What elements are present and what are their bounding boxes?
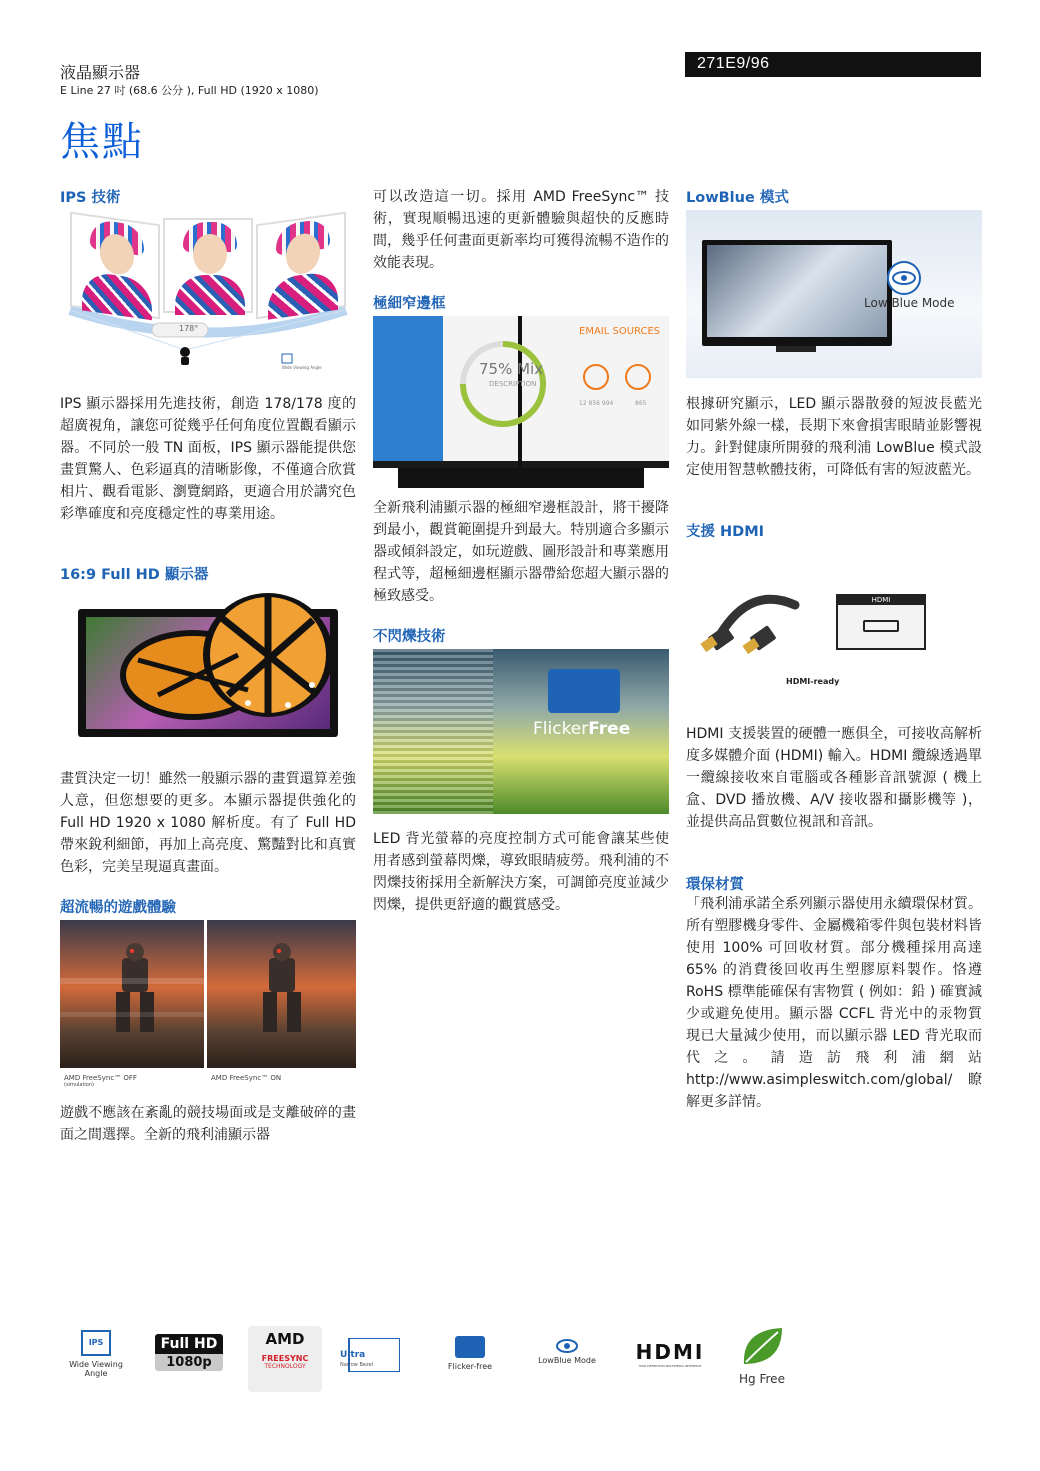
heading-hdmi: 支援 HDMI [686, 524, 765, 540]
hdmi-body: HDMI 支援裝置的硬體一應俱全，可接收高解析度多媒體介面 (HDMI) 輸入。HDMI 纜線透過單一纜線接收來自電腦或各種影音訊號源 ( 機上盒、DVD 播放機、A/V 接收器和攝影機等 )，並提供高品質數位視訊和音訊。 [686, 726, 982, 830]
email-sources-title: EMAIL SOURCES [579, 326, 661, 337]
hdmi-port-slot [863, 620, 899, 632]
hdmi-port-label: HDMI [838, 596, 924, 605]
flicker-illustration [373, 649, 669, 814]
logo-free: Free [588, 719, 631, 739]
angle-label: 178° [179, 324, 199, 333]
ips-panel-center [163, 218, 253, 313]
bezel-body: 全新飛利浦顯示器的極細窄邊框設計，將干擾降到最小，觀賞範圍提升到最大。特別適合多顯示器或傾斜設定，如玩遊戲、圖形設計和專業應用程式等，超極細邊框顯示器帶給您超大顯示器的極致感受。 [373, 500, 669, 604]
user-icon [583, 364, 609, 390]
hdmi-port-image [836, 594, 926, 650]
game-image-freesync-off [60, 920, 204, 1068]
heading-bezel: 極細窄邊框 [373, 296, 446, 312]
mail-icon [625, 364, 651, 390]
hg-free-icon: Hg Free [732, 1324, 792, 1386]
ips-feature-icon: IPS Wide Viewing Angle [66, 1330, 126, 1378]
heading-flicker: 不閃爍技術 [373, 629, 446, 645]
caption-freesync-off: AMD FreeSync™ OFF [64, 1074, 137, 1082]
flicker-free-icon: Flicker-free [440, 1336, 500, 1371]
gauge-label: DESCRIPTION [489, 380, 537, 388]
ips-icon-label: Wide Viewing Angle [69, 1360, 123, 1378]
heading-fullhd: 16:9 Full HD 顯示器 [60, 567, 209, 583]
caption-simulation: (simulation) [64, 1082, 94, 1088]
fullhd-illustration [78, 585, 338, 740]
fullhd-body: 畫質決定一切！雖然一般顯示器的畫質還算差強人意，但您想要的更多。本顯示器提供強化的 Full HD 1920 x 1080 解析度。有了 Full HD 帶來銳利細節，再加上高亮度、驚豔對比和真實色彩，完美呈現逼真畫面。 [60, 771, 356, 875]
lowblue-body: 根據研究顯示，LED 顯示器散發的短波長藍光如同紫外線一樣，長期下來會損害眼睛並影響視力。針對健康所開發的飛利浦 LowBlue 模式設定使用智慧軟體技術，可降低有害的短波藍光。 [686, 396, 982, 478]
lowblue-monitor [702, 240, 892, 346]
lowblue-screen [707, 245, 887, 337]
screen-left-sidebar [373, 316, 443, 461]
ultra-narrow-bezel-icon: Ultra Narrow Bezel [338, 1332, 408, 1380]
ips-body: IPS 顯示器採用先進技術，創造 178/178 度的超廣視角，讓您可從幾乎任何角度位置觀看顯示器。不同於一般 TN 面板，IPS 顯示器能提供您畫質驚人、色彩逼真的清晰影像，不僅適合欣賞相片、觀看電影、瀏覽網路，更適合用於講究色彩準確度和亮度穩定性的專業用途。 [60, 396, 356, 522]
lowblue-mode-icon: LowBlue Mode [534, 1338, 600, 1365]
feature-icon-strip [60, 1322, 980, 1402]
amd-freesync-icon: AMD FREESYNC TECHNOLOGY [248, 1326, 322, 1392]
page-title: 焦點 [60, 119, 144, 165]
monitor-stand [398, 468, 644, 488]
flicker-free-logo-icon [548, 669, 620, 713]
caption-freesync-on: AMD FreeSync™ ON [211, 1074, 282, 1082]
lowblue-illustration [686, 210, 982, 378]
wide-viewing-caption: Wide Viewing Angle [282, 365, 322, 370]
product-type: 液晶顯示器 [60, 63, 141, 82]
flicker-body: LED 背光螢幕的亮度控制方式可能會讓某些使用者感到螢幕閃爍，導致眼睛疲勞。飛利浦的不閃爍技術採用全新解決方案，可調節亮度並減少閃爍，提供更舒適的觀賞感受。 [373, 831, 669, 913]
logo-flicker: Flicker [533, 719, 589, 739]
bezel-illustration [373, 316, 669, 492]
gaming-body-continued: 可以改造這一切。採用 AMD FreeSync™ 技術，實現順暢迅速的更新體驗與超快的反應時間，幾乎任何畫面更新率均可獲得流暢不造作的效能表現。 [373, 189, 669, 271]
hdmi-logo-icon: HDMI HIGH-DEFINITION MULTIMEDIA INTERFACE [635, 1340, 705, 1368]
flicker-free-logo [533, 719, 630, 739]
gaming-body: 遊戲不應該在紊亂的競技場面或是支離破碎的畫面之間選擇。全新的飛利浦顯示器 [60, 1105, 356, 1143]
leaf-icon [738, 1324, 786, 1370]
product-subtitle: E Line 27 吋 (68.6 公分 ), Full HD (1920 x 1080) [60, 84, 319, 97]
heading-eco: 環保材質 [686, 877, 744, 893]
model-number: 271E9/96 [685, 52, 981, 77]
fullhd-feature-icon: Full HD 1080p [155, 1334, 223, 1371]
heading-ips: IPS 技術 [60, 190, 121, 206]
flicker-stripes [373, 649, 493, 814]
heading-gaming: 超流暢的遊戲體驗 [60, 900, 176, 916]
lowblue-stand [776, 346, 816, 352]
stat-2: 865 [635, 400, 647, 407]
hdmi-cable-image [700, 575, 810, 665]
ips-panel-left [70, 212, 160, 320]
butterfly-image [98, 585, 338, 735]
ips-panel-right [256, 212, 346, 320]
gauge-value: 75% Mix [479, 360, 544, 378]
eye-icon [886, 260, 922, 296]
stat-1: 12 856 994 [579, 400, 614, 407]
low-blue-mode-badge: Low Blue Mode [864, 296, 955, 310]
ips-illustration [60, 210, 356, 378]
hdmi-ready-caption: HDMI-ready [786, 677, 840, 686]
game-image-freesync-on [207, 920, 356, 1068]
eco-body: 「飛利浦承諾全系列顯示器使用永續環保材質。所有塑膠機身零件、金屬機箱零件與包裝材料皆使用 100% 可回收材質。部分機種採用高達 65% 的消費後回收再生塑膠原料製作。恪遵 RoHS 標準能確保有害物質 ( 例如：鉛 ) 確實減少或避免使用。顯示器 CCFL 背光中的汞物質現已大量減少使用，而以顯示器 LED 背光取而代之。請造訪飛利浦網站 http://www.asimpleswitch.com/global/ 瞭解更多詳情。 [686, 896, 982, 1110]
heading-lowblue: LowBlue 模式 [686, 190, 789, 206]
